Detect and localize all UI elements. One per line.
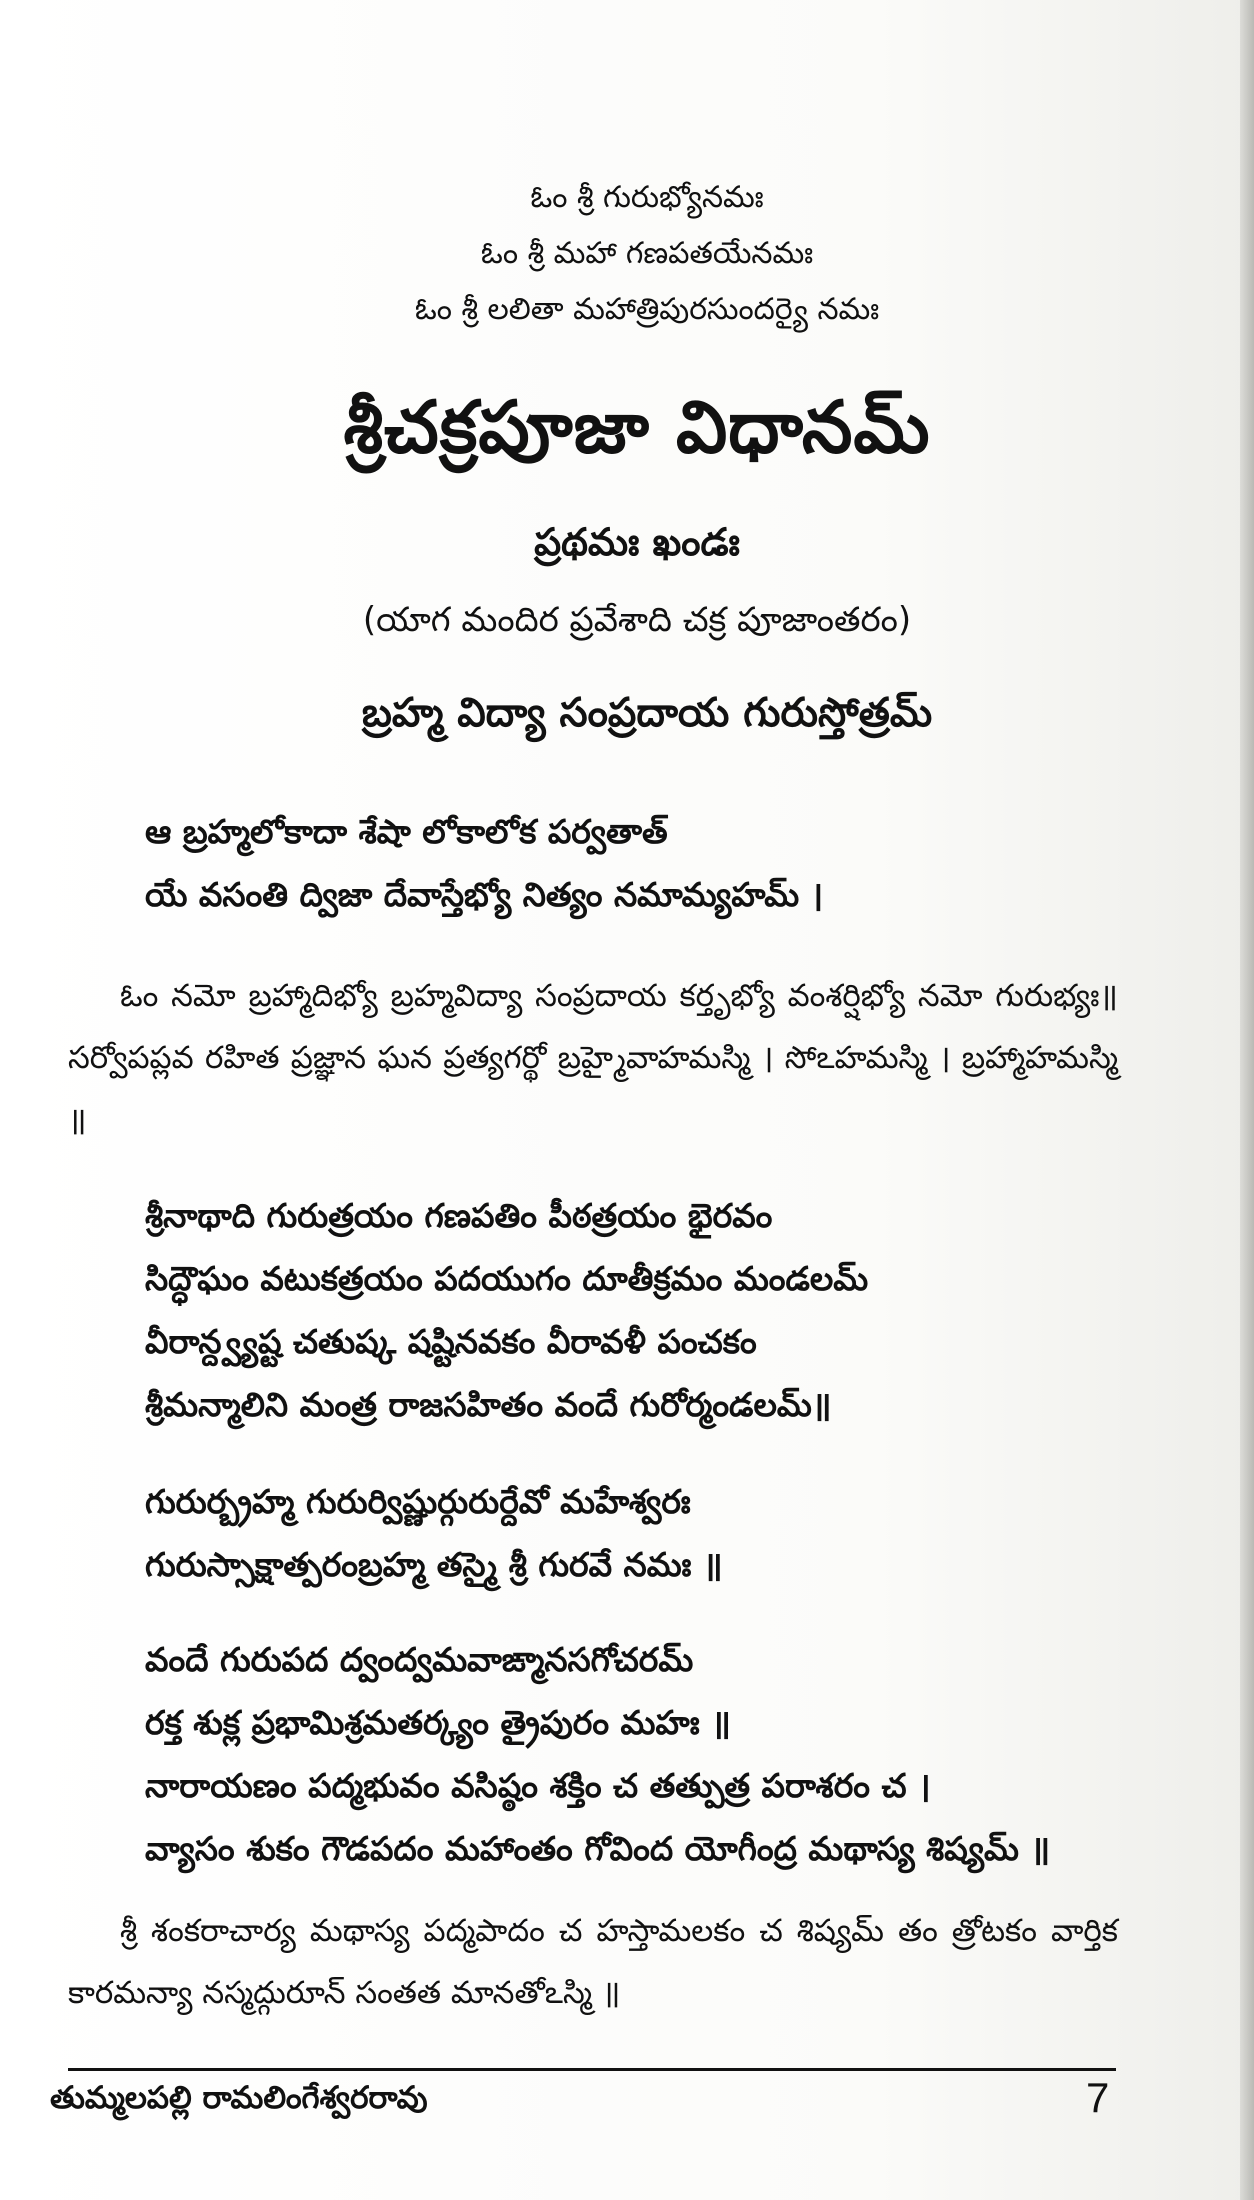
verse-block-4	[145, 1628, 1205, 1880]
verse-line: శ్రీనాథాది గురుత్రయం గణపతిం పీఠత్రయం భైరవం	[145, 1196, 773, 1235]
section-heading: ప్రథమః ఖండః	[534, 520, 740, 564]
prose-paragraph-1	[68, 965, 1118, 1151]
verse-line: గురుస్సాక్షాత్పరంబ్రహ్మ తస్మై శ్రీ గురవే నమః ॥	[145, 1545, 723, 1584]
invocation-line: ఓం శ్రీ మహా గణపతయేనమః	[480, 236, 814, 271]
verse-line: రక్త శుక్ల ప్రభామిశ్రమతర్క్యం త్రైపురం మహః ॥	[145, 1703, 731, 1742]
verse-line: సిద్ధౌఘం వటుకత్రయం పదయుగం దూతీక్రమం మండలమ్	[145, 1259, 869, 1298]
section-subtitle: (యాగ మందిర ప్రవేశాది చక్ర పూజాంతరం)	[362, 600, 912, 640]
prose-text: ఓం నమో బ్రహ్మాదిభ్యో బ్రహ్మవిద్యా సంప్రదాయ కర్తృభ్యో వంశర్షిభ్యో నమో గురుభ్యః॥ సర్వోపప్లవ రహిత ప్రజ్ఞాన ఘన ప్రత్యగర్థో బ్రహ్మైవాహమస్మి । సోఽహమస్మి । బ్రహ్మాహమస్మి ॥	[68, 978, 1118, 1138]
verse-line: వ్యాసం శుకం గౌడపదం మహాంతం గోవింద యోగీంద్ర మథాస్య శిష్యమ్ ॥	[145, 1829, 1051, 1868]
prose-text: శ్రీ శంకరాచార్య మథాస్య పద్మపాదం చ హస్తామలకం చ శిష్యమ్ తం త్రోటకం వార్తిక కారమన్యా నస్మద్గురూన్ సంతత మానతోఽస్మి ॥	[68, 1913, 1118, 2011]
verse-line: గురుర్బ్రహ్మ గురుర్విష్ణుర్గురుర్దేవో మహేశ్వరః	[145, 1482, 691, 1521]
verse-line: వీరాన్ద్వ్యష్ట చతుష్క షష్టినవకం వీరావళీ పంచకం	[145, 1322, 757, 1361]
verse-line: ఆ బ్రహ్మలోకాదా శేషా లోకాలోక పర్వతాత్	[145, 812, 668, 851]
verse-block-1	[145, 800, 1205, 926]
verse-line: నారాయణం పద్మభువం వసిష్ఠం శక్తిం చ తత్పుత్ర పరాశరం చ ।	[145, 1766, 931, 1805]
page-title: శ్రీచక్రపూజా విధానమ్	[343, 385, 931, 469]
verse-line: యే వసంతి ద్విజా దేవాస్తేభ్యో నిత్యం నమామ్యహమ్ ।	[145, 875, 824, 914]
invocation-line: ఓం శ్రీ లలితా మహాత్రిపురసుందర్యై నమః	[414, 292, 880, 327]
verse-line: వందే గురుపద ద్వంద్వమవాఙ్మానసగోచరమ్	[145, 1640, 694, 1679]
footer-author: తుమ్మలపల్లి రామలింగేశ్వరరావు	[50, 2080, 428, 2116]
stotram-heading: బ్రహ్మ విద్యా సంప్రదాయ గురుస్తోత్రమ్	[361, 690, 933, 736]
page-number: 7	[1086, 2074, 1110, 2121]
prose-paragraph-2	[68, 1900, 1118, 2024]
invocation-line: ఓం శ్రీ గురుభ్యోనమః	[530, 180, 764, 215]
footer-divider	[68, 2068, 1116, 2071]
verse-block-3	[145, 1470, 1205, 1596]
verse-block-2	[145, 1184, 1205, 1436]
invocations	[0, 170, 1254, 338]
verse-line: శ్రీమన్మాలిని మంత్ర రాజసహితం వందే గురోర్మండలమ్॥	[145, 1385, 832, 1424]
